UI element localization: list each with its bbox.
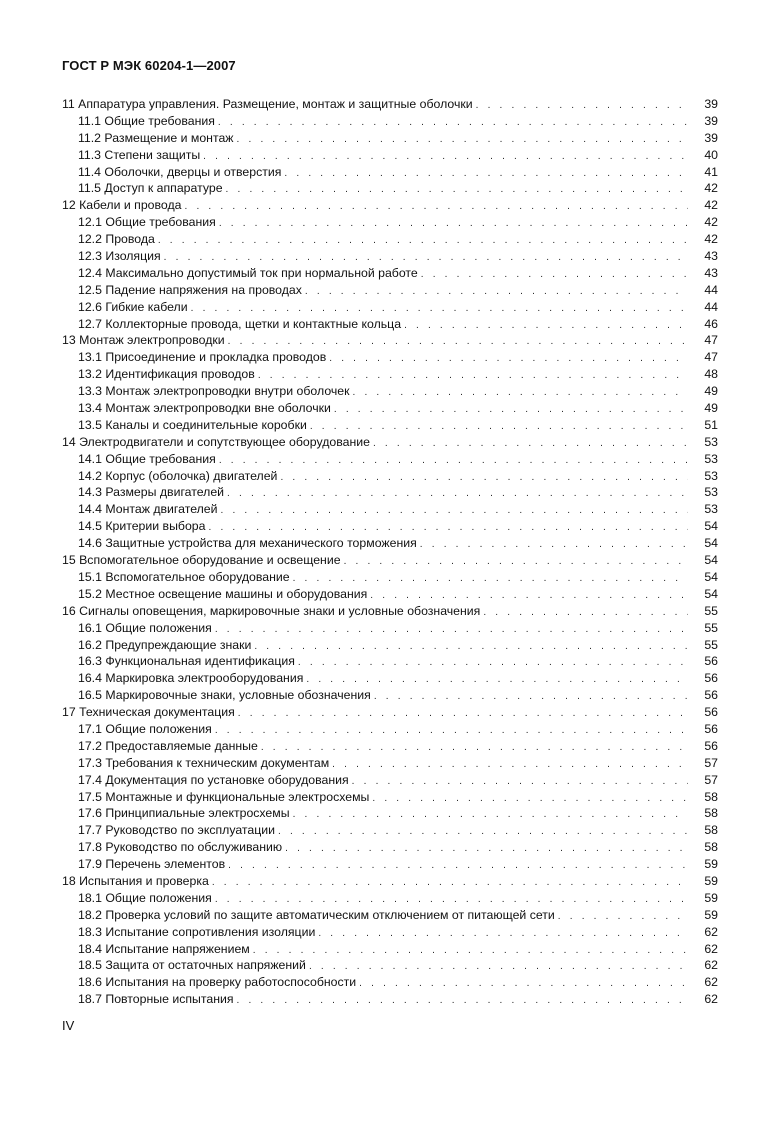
toc-section-row — [62, 873, 718, 890]
toc-dot-leader — [158, 233, 688, 250]
toc-entry-title: 14.5 Критерии выбора — [78, 519, 206, 534]
toc-entry-title: 18.1 Общие положения — [78, 890, 212, 905]
toc-dot-leader — [352, 774, 688, 791]
toc-dot-leader — [305, 284, 688, 301]
toc-dot-leader — [212, 875, 688, 892]
toc-entry-page: 44 — [704, 282, 718, 297]
toc-entry-page: 39 — [704, 113, 718, 128]
toc-entry-title: 17 Техническая документация — [62, 705, 235, 720]
toc-section-row — [62, 704, 718, 721]
toc-entry-page: 62 — [704, 975, 718, 990]
toc-subsection-row — [62, 924, 718, 941]
toc-entry-title: 13 Монтаж электропроводки — [62, 333, 225, 348]
toc-subsection-row — [62, 518, 718, 535]
table-of-contents — [62, 96, 718, 1008]
toc-subsection-row — [62, 789, 718, 806]
toc-entry-page: 54 — [704, 519, 718, 534]
document-header: ГОСТ Р МЭК 60204-1—2007 — [62, 58, 236, 73]
toc-entry-title: 14.6 Защитные устройства для механического торможения — [78, 536, 417, 551]
toc-entry-page: 59 — [704, 857, 718, 872]
toc-entry-page: 56 — [704, 688, 718, 703]
toc-entry-title: 12.4 Максимально допустимый ток при нормальной работе — [78, 265, 418, 280]
toc-entry-title: 15 Вспомогательное оборудование и освещение — [62, 553, 341, 568]
toc-dot-leader — [185, 199, 689, 216]
toc-dot-leader — [278, 824, 688, 841]
toc-entry-title: 12.3 Изоляция — [78, 249, 161, 264]
toc-entry-title: 17.1 Общие положения — [78, 721, 212, 736]
toc-entry-title: 11.2 Размещение и монтаж — [78, 130, 234, 145]
toc-entry-page: 59 — [704, 907, 718, 922]
toc-dot-leader — [254, 639, 688, 656]
toc-subsection-row — [62, 856, 718, 873]
toc-entry-page: 62 — [704, 992, 718, 1007]
toc-entry-title: 11.1 Общие требования — [78, 113, 215, 128]
toc-dot-leader — [215, 723, 688, 740]
toc-entry-title: 17.5 Монтажные и функциональные электросхемы — [78, 789, 370, 804]
toc-entry-page: 53 — [704, 468, 718, 483]
toc-section-row — [62, 197, 718, 214]
toc-entry-page: 57 — [704, 755, 718, 770]
toc-dot-leader — [353, 385, 688, 402]
toc-subsection-row — [62, 180, 718, 197]
toc-entry-title: 11.4 Оболочки, дверцы и отверстия — [78, 164, 282, 179]
toc-entry-page: 54 — [704, 553, 718, 568]
toc-entry-title: 14.1 Общие требования — [78, 451, 216, 466]
toc-entry-title: 16.3 Функциональная идентификация — [78, 654, 295, 669]
toc-entry-page: 42 — [704, 232, 718, 247]
toc-entry-page: 55 — [704, 620, 718, 635]
toc-entry-title: 16 Сигналы оповещения, маркировочные знаки и условные обозначения — [62, 603, 481, 618]
toc-entry-page: 54 — [704, 586, 718, 601]
toc-dot-leader — [293, 807, 688, 824]
toc-dot-leader — [483, 605, 688, 622]
toc-dot-leader — [373, 436, 688, 453]
toc-subsection-row — [62, 484, 718, 501]
toc-entry-page: 62 — [704, 924, 718, 939]
toc-section-row — [62, 96, 718, 113]
toc-entry-title: 13.3 Монтаж электропроводки внутри оболочек — [78, 384, 350, 399]
toc-entry-page: 59 — [704, 890, 718, 905]
toc-entry-page: 49 — [704, 384, 718, 399]
toc-subsection-row — [62, 299, 718, 316]
toc-entry-page: 58 — [704, 789, 718, 804]
toc-subsection-row — [62, 637, 718, 654]
toc-entry-page: 47 — [704, 333, 718, 348]
toc-subsection-row — [62, 468, 718, 485]
toc-entry-title: 15.1 Вспомогательное оборудование — [78, 569, 290, 584]
toc-subsection-row — [62, 974, 718, 991]
toc-subsection-row — [62, 316, 718, 333]
toc-dot-leader — [228, 858, 688, 875]
toc-dot-leader — [558, 909, 688, 926]
toc-entry-page: 49 — [704, 401, 718, 416]
toc-dot-leader — [238, 706, 688, 723]
toc-subsection-row — [62, 265, 718, 282]
toc-entry-title: 12 Кабели и провода — [62, 198, 182, 213]
toc-dot-leader — [332, 757, 688, 774]
toc-subsection-row — [62, 113, 718, 130]
toc-entry-page: 44 — [704, 299, 718, 314]
toc-entry-title: 13.2 Идентификация проводов — [78, 367, 255, 382]
page-number: IV — [62, 1018, 75, 1033]
toc-subsection-row — [62, 417, 718, 434]
toc-entry-page: 54 — [704, 569, 718, 584]
toc-entry-page: 53 — [704, 485, 718, 500]
toc-dot-leader — [334, 402, 688, 419]
toc-entry-title: 17.3 Требования к техническим документам — [78, 755, 330, 770]
toc-entry-page: 53 — [704, 451, 718, 466]
toc-entry-page: 43 — [704, 265, 718, 280]
toc-entry-title: 18.6 Испытания на проверку работоспособности — [78, 975, 357, 990]
toc-subsection-row — [62, 805, 718, 822]
toc-entry-title: 12.5 Падение напряжения на проводах — [78, 282, 302, 297]
toc-entry-title: 11.5 Доступ к аппаратуре — [78, 181, 223, 196]
toc-subsection-row — [62, 907, 718, 924]
toc-entry-page: 62 — [704, 958, 718, 973]
toc-subsection-row — [62, 164, 718, 181]
toc-dot-leader — [215, 622, 688, 639]
toc-entry-page: 51 — [704, 417, 718, 432]
toc-entry-page: 56 — [704, 654, 718, 669]
toc-subsection-row — [62, 839, 718, 856]
toc-dot-leader — [298, 655, 688, 672]
toc-dot-leader — [227, 486, 688, 503]
toc-entry-title: 18.3 Испытание сопротивления изоляции — [78, 924, 316, 939]
toc-dot-leader — [404, 318, 688, 335]
toc-entry-page: 54 — [704, 536, 718, 551]
toc-entry-title: 17.8 Руководство по обслуживанию — [78, 840, 283, 855]
toc-subsection-row — [62, 738, 718, 755]
toc-dot-leader — [285, 841, 688, 858]
toc-entry-page: 42 — [704, 198, 718, 213]
toc-entry-page: 58 — [704, 840, 718, 855]
toc-dot-leader — [359, 976, 688, 993]
toc-section-row — [62, 552, 718, 569]
toc-entry-title: 18.5 Защита от остаточных напряжений — [78, 958, 306, 973]
toc-entry-page: 39 — [704, 130, 718, 145]
toc-entry-title: 18.4 Испытание напряжением — [78, 941, 250, 956]
toc-entry-page: 39 — [704, 97, 718, 111]
toc-subsection-row — [62, 755, 718, 772]
toc-dot-leader — [284, 166, 688, 183]
toc-dot-leader — [318, 926, 688, 943]
toc-dot-leader — [219, 216, 688, 233]
toc-entry-title: 15.2 Местное освещение машины и оборудования — [78, 586, 368, 601]
toc-entry-page: 58 — [704, 823, 718, 838]
toc-dot-leader — [374, 689, 688, 706]
toc-subsection-row — [62, 535, 718, 552]
toc-subsection-row — [62, 349, 718, 366]
toc-entry-title: 16.5 Маркировочные знаки, условные обозначения — [78, 688, 371, 703]
toc-section-row — [62, 332, 718, 349]
toc-entry-title: 16.1 Общие положения — [78, 620, 212, 635]
toc-entry-title: 14.3 Размеры двигателей — [78, 485, 225, 500]
toc-dot-leader — [280, 470, 688, 487]
toc-entry-title: 11.3 Степени защиты — [78, 147, 201, 162]
toc-dot-leader — [253, 943, 688, 960]
toc-entry-title: 12.2 Провода — [78, 232, 155, 247]
toc-dot-leader — [237, 993, 688, 1010]
toc-entry-title: 14 Электродвигатели и сопутствующее оборудование — [62, 434, 370, 449]
toc-dot-leader — [226, 182, 688, 199]
toc-dot-leader — [329, 351, 688, 368]
toc-subsection-row — [62, 451, 718, 468]
toc-entry-title: 18 Испытания и проверка — [62, 873, 209, 888]
toc-entry-title: 17.7 Руководство по эксплуатации — [78, 823, 276, 838]
toc-subsection-row — [62, 957, 718, 974]
toc-subsection-row — [62, 991, 718, 1008]
toc-entry-title: 18.2 Проверка условий по защите автоматическим отключением от питающей сети — [78, 907, 555, 922]
toc-entry-title: 13.4 Монтаж электропроводки вне оболочки — [78, 401, 331, 416]
toc-entry-title: 12.7 Коллекторные провода, щетки и контактные кольца — [78, 316, 402, 331]
toc-entry-page: 47 — [704, 350, 718, 365]
toc-subsection-row — [62, 501, 718, 518]
toc-entry-page: 53 — [704, 434, 718, 449]
toc-entry-title: 13.1 Присоединение и прокладка проводов — [78, 350, 327, 365]
toc-subsection-row — [62, 670, 718, 687]
toc-section-row — [62, 434, 718, 451]
toc-subsection-row — [62, 147, 718, 164]
toc-subsection-row — [62, 248, 718, 265]
toc-subsection-row — [62, 941, 718, 958]
toc-entry-title: 14.4 Монтаж двигателей — [78, 502, 218, 517]
toc-entry-page: 56 — [704, 705, 718, 720]
toc-entry-page: 48 — [704, 367, 718, 382]
toc-entry-page: 62 — [704, 941, 718, 956]
toc-entry-page: 46 — [704, 316, 718, 331]
toc-entry-page: 57 — [704, 772, 718, 787]
toc-entry-title: 12.6 Гибкие кабели — [78, 299, 188, 314]
toc-dot-leader — [237, 132, 688, 149]
toc-entry-page: 40 — [704, 147, 718, 162]
toc-subsection-row — [62, 890, 718, 907]
toc-subsection-row — [62, 772, 718, 789]
toc-dot-leader — [372, 791, 688, 808]
toc-entry-page: 56 — [704, 738, 718, 753]
toc-entry-title: 17.9 Перечень элементов — [78, 857, 226, 872]
toc-dot-leader — [218, 115, 688, 132]
toc-subsection-row — [62, 620, 718, 637]
toc-subsection-row — [62, 822, 718, 839]
toc-entry-page: 55 — [704, 603, 718, 618]
toc-entry-page: 43 — [704, 249, 718, 264]
toc-entry-page: 42 — [704, 181, 718, 196]
toc-entry-page: 59 — [704, 873, 718, 888]
toc-subsection-row — [62, 383, 718, 400]
toc-dot-leader — [309, 959, 688, 976]
toc-entry-title: 17.6 Принципиальные электросхемы — [78, 806, 290, 821]
toc-dot-leader — [420, 537, 688, 554]
toc-entry-page: 53 — [704, 502, 718, 517]
toc-entry-page: 55 — [704, 637, 718, 652]
toc-entry-page: 41 — [704, 164, 718, 179]
toc-entry-title: 12.1 Общие требования — [78, 215, 216, 230]
toc-subsection-row — [62, 231, 718, 248]
toc-subsection-row — [62, 721, 718, 738]
toc-subsection-row — [62, 366, 718, 383]
toc-entry-title: 16.2 Предупреждающие знаки — [78, 637, 252, 652]
toc-subsection-row — [62, 586, 718, 603]
toc-entry-page: 56 — [704, 721, 718, 736]
toc-entry-title: 18.7 Повторные испытания — [78, 992, 234, 1007]
toc-subsection-row — [62, 687, 718, 704]
toc-subsection-row — [62, 130, 718, 147]
toc-section-row — [62, 603, 718, 620]
toc-dot-leader — [421, 267, 688, 284]
toc-entry-title: 11 Аппаратура управления. Размещение, монтаж и защитные оболочки — [62, 97, 473, 111]
toc-subsection-row — [62, 569, 718, 586]
toc-entry-page: 42 — [704, 215, 718, 230]
toc-entry-title: 16.4 Маркировка электрооборудования — [78, 671, 304, 686]
toc-dot-leader — [344, 554, 688, 571]
toc-entry-title: 17.4 Документация по установке оборудования — [78, 772, 349, 787]
toc-dot-leader — [221, 503, 688, 520]
toc-entry-title: 14.2 Корпус (оболочка) двигателей — [78, 468, 278, 483]
toc-entry-title: 17.2 Предоставляемые данные — [78, 738, 258, 753]
toc-subsection-row — [62, 214, 718, 231]
toc-subsection-row — [62, 400, 718, 417]
toc-subsection-row — [62, 282, 718, 299]
toc-dot-leader — [219, 453, 688, 470]
toc-entry-page: 58 — [704, 806, 718, 821]
toc-dot-leader — [476, 98, 688, 115]
toc-entry-page: 56 — [704, 671, 718, 686]
toc-entry-title: 13.5 Каналы и соединительные коробки — [78, 417, 307, 432]
toc-subsection-row — [62, 653, 718, 670]
